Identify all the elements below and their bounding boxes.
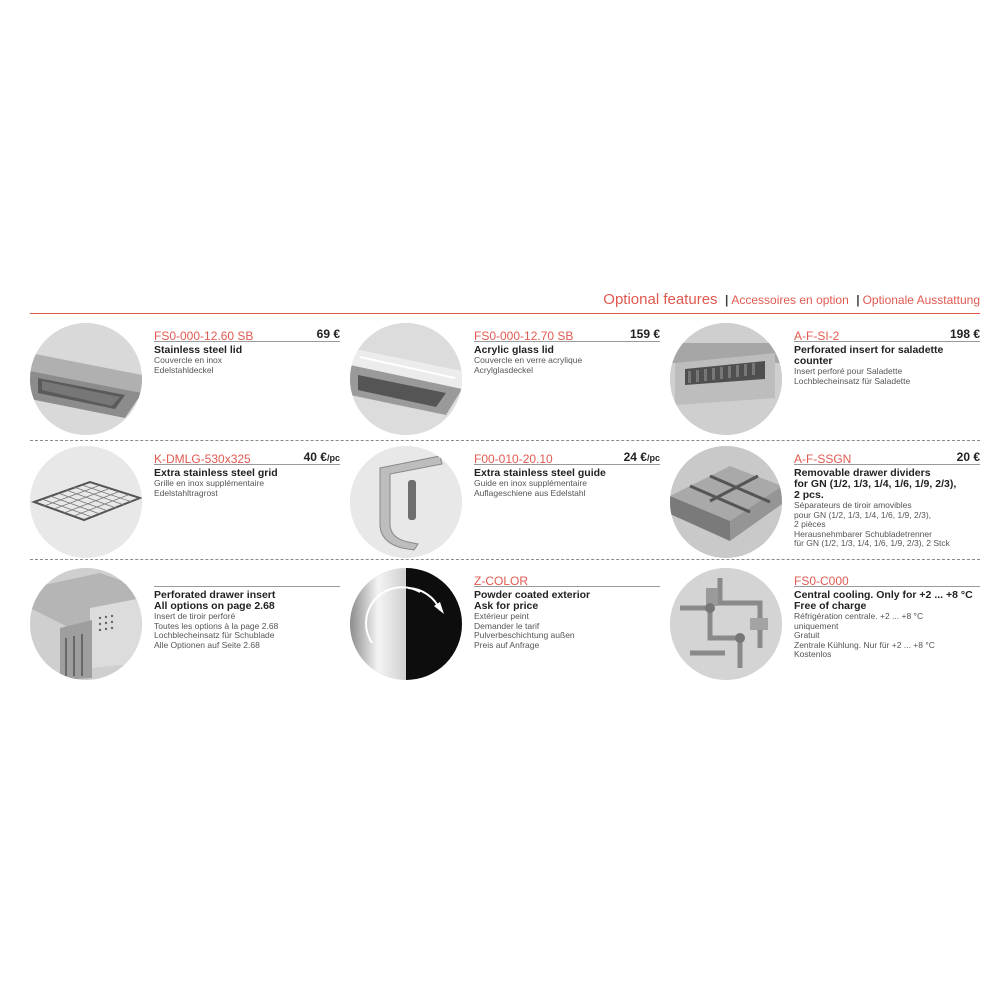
product-desc-fr: Toutes les options à la page 2.68 — [154, 620, 279, 631]
header-separator: | — [856, 293, 860, 307]
product-title: Stainless steel lid — [154, 344, 243, 356]
color-swatch-image — [350, 568, 462, 680]
product-code: FS0-000-12.60 SB — [154, 329, 254, 343]
product-price: 159 € — [629, 327, 660, 341]
product-card — [350, 446, 660, 556]
steel-lid-image — [30, 323, 142, 435]
product-code: FS0-000-12.70 SB — [474, 329, 574, 343]
product-title: for GN (1/2, 1/3, 1/4, 1/6, 1/9, 2/3), — [794, 478, 957, 490]
product-title: Removable drawer dividers — [794, 467, 931, 479]
product-price: 20 € — [956, 450, 980, 464]
product-title: Ask for price — [474, 600, 539, 612]
product-card — [30, 568, 340, 678]
product-price: 24 €/pc — [623, 450, 660, 464]
product-desc-fr: Séparateurs de tiroir amovibles — [794, 500, 912, 510]
product-desc-de: Pulverbeschichtung außen — [474, 630, 575, 640]
product-desc-fr: Extérieur peint — [474, 611, 529, 621]
product-desc-de: Alle Optionen auf Seite 2.68 — [154, 639, 260, 650]
product-desc-fr: Demander le tarif — [474, 620, 540, 631]
central-cooling-image — [670, 568, 782, 680]
product-desc-de: für GN (1/2, 1/3, 1/4, 1/6, 1/9, 2/3), 2 Stck — [794, 538, 950, 548]
product-card — [670, 446, 980, 556]
product-title: counter — [794, 355, 833, 367]
glass-lid-image — [350, 323, 462, 435]
product-price: 69 € — [316, 327, 340, 341]
product-title: 2 pcs. — [794, 489, 824, 501]
product-card — [670, 568, 980, 678]
header-title-de: Optionale Ausstattung — [862, 293, 980, 307]
header-divider — [30, 313, 980, 314]
section-header — [30, 291, 980, 313]
product-card — [350, 323, 660, 433]
product-title: Perforated insert for saladette — [794, 344, 944, 356]
product-title: Extra stainless steel guide — [474, 467, 606, 479]
saladette-insert-image — [670, 323, 782, 435]
product-title: Perforated drawer insert — [154, 589, 276, 601]
product-desc-de: Zentrale Kühlung. Nur für +2 ... +8 °C — [794, 639, 935, 650]
product-title: Central cooling. Only for +2 ... +8 °C — [794, 589, 973, 601]
product-desc-fr: Guide en inox supplémentaire — [474, 478, 587, 488]
header-separator: | — [725, 293, 729, 307]
product-card — [30, 323, 340, 433]
product-desc-de: Acrylglasdeckel — [474, 364, 534, 375]
product-desc-de: Lochblecheinsatz für Schublade — [154, 630, 275, 640]
drawer-insert-image — [30, 568, 142, 680]
product-desc-de: Edelstahldeckel — [154, 364, 214, 375]
product-card — [670, 323, 980, 433]
product-desc-de: Kostenlos — [794, 649, 832, 659]
product-desc-fr: uniquement — [794, 620, 839, 631]
product-desc-de: Herausnehmbarer Schubladetrenner — [794, 528, 932, 539]
product-desc-fr: Grille en inox supplémentaire — [154, 478, 265, 488]
product-desc-de: Preis auf Anfrage — [474, 639, 540, 650]
product-code: F00-010-20.10 — [474, 452, 553, 466]
product-code: FS0-C000 — [794, 574, 849, 588]
product-code: K-DMLG-530x325 — [154, 452, 251, 466]
row-divider — [30, 559, 980, 560]
product-desc-de: Lochblecheinsatz für Saladette — [794, 375, 911, 386]
product-title: All options on page 2.68 — [154, 600, 275, 612]
product-code: Z-COLOR — [474, 574, 528, 588]
header-title-fr: Accessoires en option — [731, 293, 849, 307]
product-card — [350, 568, 660, 678]
product-price: 40 €/pc — [303, 450, 340, 464]
steel-guide-image — [350, 446, 462, 558]
product-desc-fr: pour GN (1/2, 1/3, 1/4, 1/6, 1/9, 2/3), — [794, 509, 932, 520]
product-desc-fr: Couvercle en verre acrylique — [474, 355, 583, 365]
product-desc-fr: Gratuit — [794, 630, 820, 640]
product-desc-fr: Insert perforé pour Saladette — [794, 366, 903, 376]
product-price: 198 € — [949, 327, 980, 341]
product-title: Extra stainless steel grid — [154, 467, 278, 479]
product-desc-fr: Insert de tiroir perforé — [154, 611, 236, 621]
product-desc-de: Auflageschiene aus Edelstahl — [474, 487, 586, 498]
product-desc-fr: Réfrigération centrale. +2 ... +8 °C — [794, 611, 924, 621]
product-title: Acrylic glass lid — [474, 344, 554, 356]
product-card — [30, 446, 340, 556]
product-title: Powder coated exterior — [474, 589, 591, 601]
product-desc-fr: Couvercle en inox — [154, 355, 223, 365]
product-code: A-F-SSGN — [794, 452, 852, 466]
header-title-en: Optional features — [603, 291, 718, 308]
steel-grid-image — [30, 446, 142, 558]
product-code: A-F-SI-2 — [794, 329, 840, 343]
drawer-dividers-image — [670, 446, 782, 558]
product-title: Free of charge — [794, 600, 867, 612]
product-desc-de: Edelstahltragrost — [154, 487, 218, 498]
product-desc-fr: 2 pièces — [794, 519, 826, 529]
row-divider — [30, 440, 980, 441]
